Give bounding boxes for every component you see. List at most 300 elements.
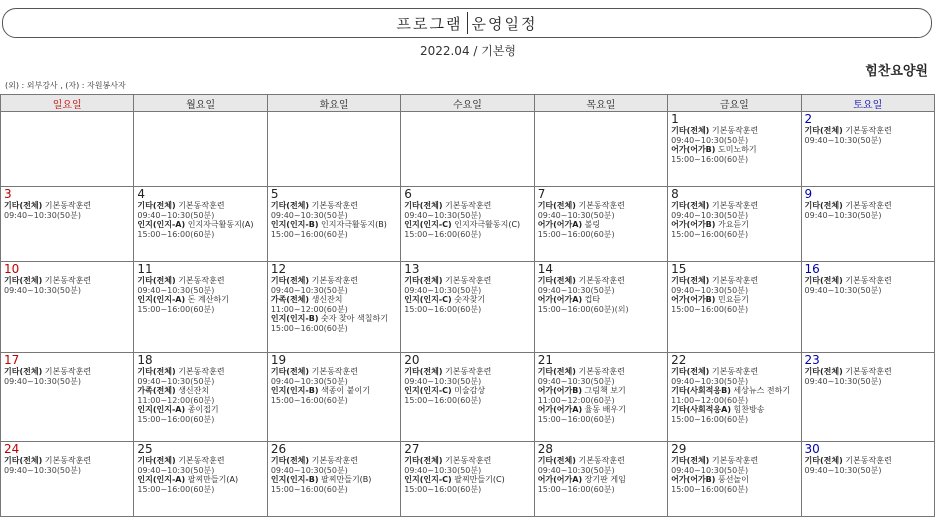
event-name: 기본동작훈련	[709, 126, 759, 135]
program-event	[671, 367, 797, 386]
event-category: 가족(전체)	[270, 295, 310, 304]
day-cell	[668, 442, 801, 517]
day-cell	[401, 442, 534, 517]
event-time: 15:00~16:00(60분)	[404, 229, 482, 239]
day-number: 11	[137, 262, 153, 276]
day-number: 21	[537, 353, 553, 367]
event-category: 기타(전체)	[4, 456, 43, 465]
program-event	[538, 295, 664, 314]
event-name: 기본동작훈련	[42, 367, 92, 376]
event-name: 미술감상	[451, 386, 486, 395]
day-number: 3	[4, 187, 12, 201]
event-category: 기타(전체)	[804, 201, 843, 210]
day-cell	[534, 112, 667, 187]
event-name: 기본동작훈련	[842, 276, 892, 285]
event-category: 기타(전체)	[270, 276, 310, 285]
event-name: 그림책 보기	[582, 386, 626, 395]
event-name: 기본동작훈련	[709, 201, 759, 210]
weekday-tue: 화요일	[267, 95, 400, 112]
event-name: 기본동작훈련	[575, 367, 625, 376]
week-row	[1, 442, 935, 517]
event-category: 기타(전체)	[671, 456, 710, 465]
event-time: 09:40~10:30(50분)	[804, 135, 882, 145]
program-event	[404, 201, 530, 220]
event-time: 09:40~10:30(50분)	[671, 285, 749, 295]
day-cell	[801, 442, 934, 517]
event-name: 기본동작훈련	[842, 201, 892, 210]
weekday-sun: 일요일	[1, 95, 134, 112]
event-time: 15:00~16:00(60분)	[671, 414, 749, 424]
event-category: 기타(사회적응B)	[671, 386, 731, 395]
program-event	[671, 386, 797, 405]
program-event	[137, 475, 263, 494]
event-time: 15:00~16:00(60분)	[137, 229, 215, 239]
event-category: 기타(전체)	[537, 456, 576, 465]
day-cell	[668, 353, 801, 442]
event-category: 기타(전체)	[804, 126, 843, 135]
day-cell	[534, 353, 667, 442]
day-number: 4	[137, 187, 146, 201]
event-time: 15:00~16:00(60분)	[137, 484, 215, 494]
event-category: 인지(인지-C)	[404, 220, 452, 229]
day-cell	[1, 353, 134, 442]
event-name: 기본동작훈련	[842, 367, 892, 376]
program-event	[404, 295, 530, 314]
event-name: 인지자극활동지(A)	[185, 220, 254, 229]
day-cell	[401, 112, 534, 187]
organization-name: 힘찬요양원	[865, 64, 928, 79]
event-category: 기타(전체)	[4, 276, 43, 285]
day-number: 25	[137, 442, 153, 456]
day-cell	[534, 262, 667, 353]
event-time: 09:40~10:30(50분)	[537, 465, 615, 475]
day-cell	[134, 262, 267, 353]
day-cell	[401, 187, 534, 262]
event-time: 15:00~16:00(60분)	[404, 484, 482, 494]
event-name: 풍선놀이	[715, 475, 749, 484]
event-time: 09:40~10:30(50분)	[804, 285, 882, 295]
program-event	[404, 220, 530, 239]
day-cell	[668, 112, 801, 187]
event-name: 민요듣기	[715, 295, 749, 304]
event-time: 09:40~10:30(50분)	[537, 376, 615, 386]
event-time: 15:00~16:00(60분)	[537, 229, 615, 239]
title-program: 프로그램	[396, 14, 463, 33]
event-category: 어가(어가B)	[537, 386, 583, 395]
program-event	[671, 126, 797, 145]
title-schedule: 운영일정	[471, 14, 538, 33]
event-name: 도미노하기	[715, 145, 757, 154]
event-name: 기본동작훈련	[42, 276, 92, 285]
event-name: 기본동작훈련	[309, 276, 358, 285]
event-name: 기본동작훈련	[575, 276, 625, 285]
weekday-fri: 금요일	[668, 95, 801, 112]
event-time: 15:00~16:00(60분)(외)	[537, 304, 629, 314]
day-cell	[267, 187, 400, 262]
program-event	[271, 456, 397, 475]
program-event	[137, 367, 263, 386]
program-event	[4, 201, 130, 220]
day-cell	[134, 442, 267, 517]
event-name: 돈 계산하기	[185, 295, 229, 304]
event-name: 기본동작훈련	[42, 201, 92, 210]
event-name: 기본동작훈련	[309, 201, 358, 210]
event-time: 09:40~10:30(50분)	[404, 465, 482, 475]
event-category: 어가(어가B)	[671, 475, 716, 484]
event-time: 11:00~12:00(60분)	[137, 395, 215, 405]
event-name: 기본동작훈련	[442, 276, 492, 285]
event-time: 09:40~10:30(50분)	[137, 376, 215, 386]
program-event	[805, 276, 931, 295]
event-category: 기타(전체)	[404, 201, 443, 210]
day-cell	[668, 187, 801, 262]
program-event	[805, 367, 931, 386]
period-label: 2022.04 / 기본형	[419, 44, 517, 58]
event-name: 기본동작훈련	[175, 456, 225, 465]
day-number: 7	[537, 187, 546, 201]
program-event	[671, 220, 797, 239]
day-number: 2	[804, 112, 813, 126]
event-name: 힘찬방송	[730, 405, 765, 414]
program-event	[271, 201, 397, 220]
event-time: 15:00~16:00(60분)	[671, 484, 749, 494]
event-name: 기본동작훈련	[175, 276, 225, 285]
event-time: 09:40~10:30(50분)	[671, 135, 749, 145]
day-cell	[134, 353, 267, 442]
program-event	[137, 405, 263, 424]
event-time: 09:40~10:30(50분)	[804, 210, 882, 220]
event-time: 15:00~16:00(60분)	[671, 229, 749, 239]
program-event	[671, 145, 797, 164]
event-name: 기본동작훈련	[709, 367, 759, 376]
event-time: 09:40~10:30(50분)	[4, 376, 81, 386]
event-category: 인지(인지-B)	[270, 386, 319, 395]
event-time: 11:00~12:00(60분)	[537, 395, 615, 405]
event-name: 기본동작훈련	[709, 456, 759, 465]
event-name: 세상뉴스 전하기	[730, 386, 791, 395]
event-name: 기본동작훈련	[175, 367, 225, 376]
event-time: 09:40~10:30(50분)	[270, 285, 348, 295]
program-event	[4, 276, 130, 295]
event-name: 기본동작훈련	[442, 201, 492, 210]
event-time: 09:40~10:30(50분)	[270, 376, 348, 386]
event-category: 인지(인지-A)	[137, 475, 186, 484]
weekday-thu: 목요일	[534, 95, 667, 112]
event-time: 15:00~16:00(60분)	[537, 484, 615, 494]
program-event	[137, 201, 263, 220]
program-event	[271, 314, 397, 333]
event-category: 기타(전체)	[537, 276, 576, 285]
day-number: 28	[537, 442, 553, 456]
day-number: 18	[137, 353, 153, 367]
title-divider	[467, 12, 468, 34]
event-category: 인지(인지-C)	[404, 295, 452, 304]
event-name: 숫자찾기	[451, 295, 486, 304]
day-cell	[401, 353, 534, 442]
event-category: 기타(전체)	[270, 456, 310, 465]
day-number: 22	[671, 353, 687, 367]
event-category: 기타(전체)	[4, 367, 43, 376]
event-name: 팔찌만들기(B)	[318, 475, 372, 484]
event-name: 종이접기	[185, 405, 219, 414]
program-event	[805, 201, 931, 220]
program-event	[671, 456, 797, 475]
event-name: 기본동작훈련	[842, 456, 892, 465]
event-time: 15:00~16:00(60분)	[137, 304, 215, 314]
event-time: 15:00~16:00(60분)	[671, 154, 749, 164]
program-event	[671, 295, 797, 314]
event-category: 기타(전체)	[671, 126, 710, 135]
event-name: 기본동작훈련	[309, 456, 358, 465]
day-cell	[1, 112, 134, 187]
event-time: 15:00~16:00(60분)	[404, 395, 482, 405]
day-number: 5	[270, 187, 279, 201]
event-category: 인지(인지-B)	[270, 220, 319, 229]
program-event	[271, 386, 397, 405]
event-time: 09:40~10:30(50분)	[270, 210, 348, 220]
event-category: 인지(인지-A)	[137, 220, 186, 229]
event-time: 09:40~10:30(50분)	[804, 465, 882, 475]
program-event	[137, 456, 263, 475]
event-category: 가족(전체)	[137, 386, 176, 395]
day-cell	[801, 187, 934, 262]
event-time: 09:40~10:30(50분)	[671, 210, 749, 220]
day-number: 9	[804, 187, 813, 201]
day-number: 6	[404, 187, 412, 201]
program-event	[404, 386, 530, 405]
event-category: 기타(전체)	[137, 276, 176, 285]
event-category: 기타(전체)	[671, 201, 710, 210]
day-cell	[134, 187, 267, 262]
event-time: 09:40~10:30(50분)	[537, 285, 615, 295]
program-event	[538, 475, 664, 494]
day-number: 26	[270, 442, 287, 456]
day-cell	[267, 353, 400, 442]
title-banner	[2, 8, 932, 38]
event-category: 어가(어가B)	[671, 295, 716, 304]
weekday-mon: 월요일	[134, 95, 267, 112]
event-name: 생신잔치	[175, 386, 210, 395]
program-event	[404, 367, 530, 386]
day-number: 14	[537, 262, 553, 276]
event-time: 09:40~10:30(50분)	[4, 465, 81, 475]
day-number: 16	[804, 262, 820, 276]
program-event	[137, 220, 263, 239]
event-category: 인지(인지-B)	[270, 314, 319, 323]
event-category: 기타(사회적응A)	[671, 405, 731, 414]
program-event	[404, 456, 530, 475]
day-cell	[267, 112, 400, 187]
event-category: 어가(어가B)	[671, 220, 716, 229]
program-event	[805, 126, 931, 145]
program-event	[538, 386, 664, 405]
event-time: 09:40~10:30(50분)	[404, 210, 482, 220]
event-category: 기타(전체)	[137, 367, 176, 376]
day-number: 19	[270, 353, 287, 367]
day-cell	[801, 262, 934, 353]
event-category: 어가(어가A)	[537, 295, 583, 304]
event-name: 팔찌만들기(A)	[185, 475, 239, 484]
calendar-table	[0, 94, 935, 517]
event-time: 15:00~16:00(60분)	[270, 484, 348, 494]
event-time: 09:40~10:30(50분)	[4, 285, 81, 295]
day-cell	[1, 187, 134, 262]
day-number: 15	[671, 262, 687, 276]
event-category: 어가(어가A)	[537, 220, 583, 229]
event-name: 기본동작훈련	[442, 456, 492, 465]
day-number: 24	[4, 442, 20, 456]
day-number: 23	[804, 353, 820, 367]
day-cell	[267, 442, 400, 517]
day-number: 27	[404, 442, 420, 456]
program-event	[538, 220, 664, 239]
event-name: 색종이 붙이기	[318, 386, 370, 395]
event-time: 09:40~10:30(50분)	[137, 285, 215, 295]
program-event	[271, 220, 397, 239]
day-cell	[668, 262, 801, 353]
event-category: 어가(어가A)	[537, 405, 583, 414]
event-time: 09:40~10:30(50분)	[270, 465, 348, 475]
day-number: 8	[671, 187, 679, 201]
program-event	[4, 456, 130, 475]
event-name: 기본동작훈련	[442, 367, 492, 376]
legend-note: (외) : 외부강사 , (자) : 자원봉사자	[5, 81, 126, 90]
event-time: 09:40~10:30(50분)	[671, 465, 749, 475]
event-time: 09:40~10:30(50분)	[404, 376, 482, 386]
day-cell	[134, 112, 267, 187]
day-number: 10	[4, 262, 20, 276]
event-name: 기본동작훈련	[175, 201, 225, 210]
event-category: 기타(전체)	[4, 201, 43, 210]
event-category: 기타(전체)	[137, 201, 176, 210]
event-category: 기타(전체)	[537, 367, 576, 376]
program-event	[271, 475, 397, 494]
program-event	[538, 276, 664, 295]
event-name: 기본동작훈련	[709, 276, 759, 285]
week-row	[1, 353, 935, 442]
day-number: 17	[4, 353, 20, 367]
program-event	[137, 276, 263, 295]
day-number: 30	[804, 442, 820, 456]
event-name: 율동 배우기	[582, 405, 626, 414]
program-event	[538, 456, 664, 475]
week-row	[1, 187, 935, 262]
week-row	[1, 112, 935, 187]
event-time: 15:00~16:00(60분)	[404, 304, 482, 314]
day-cell	[534, 187, 667, 262]
event-category: 기타(전체)	[270, 367, 310, 376]
event-time: 09:40~10:30(50분)	[137, 210, 215, 220]
weekday-sat: 토요일	[801, 95, 934, 112]
event-category: 기타(전체)	[404, 367, 443, 376]
day-number: 1	[671, 112, 679, 126]
event-time: 15:00~16:00(60분)	[270, 395, 348, 405]
event-name: 인지자극활동지(B)	[318, 220, 387, 229]
event-time: 15:00~16:00(60분)	[270, 229, 348, 239]
event-name: 볼링	[582, 220, 601, 229]
event-category: 기타(전체)	[404, 276, 443, 285]
event-time: 09:40~10:30(50분)	[404, 285, 482, 295]
day-number: 13	[404, 262, 420, 276]
event-category: 기타(전체)	[804, 456, 843, 465]
program-event	[404, 276, 530, 295]
day-cell	[401, 262, 534, 353]
event-category: 기타(전체)	[804, 276, 843, 285]
event-name: 기본동작훈련	[42, 456, 92, 465]
event-category: 기타(전체)	[404, 456, 443, 465]
program-event	[671, 201, 797, 220]
event-category: 인지(인지-B)	[270, 475, 319, 484]
program-event	[538, 201, 664, 220]
event-name: 기본동작훈련	[575, 201, 625, 210]
program-event	[671, 405, 797, 424]
program-event	[538, 367, 664, 386]
event-name: 생신잔치	[309, 295, 343, 304]
day-number: 29	[671, 442, 687, 456]
event-time: 09:40~10:30(50분)	[137, 465, 215, 475]
event-name: 장기판 게임	[582, 475, 626, 484]
event-name: 컵타	[582, 295, 601, 304]
event-category: 기타(전체)	[671, 367, 710, 376]
event-time: 09:40~10:30(50분)	[671, 376, 749, 386]
program-event	[805, 456, 931, 475]
weekday-wed: 수요일	[401, 95, 534, 112]
event-time: 15:00~16:00(60분)	[137, 414, 215, 424]
week-row	[1, 262, 935, 353]
weekday-header-row	[1, 95, 935, 112]
event-name: 팔찌만들기(C)	[451, 475, 505, 484]
event-category: 인지(인지-A)	[137, 405, 186, 414]
day-cell	[801, 112, 934, 187]
program-event	[671, 475, 797, 494]
program-event	[137, 386, 263, 405]
program-event	[271, 367, 397, 386]
event-time: 09:40~10:30(50분)	[537, 210, 615, 220]
event-category: 인지(인지-A)	[137, 295, 186, 304]
event-time: 11:00~12:00(60분)	[671, 395, 749, 405]
event-time: 15:00~16:00(60분)	[671, 304, 749, 314]
event-name: 가요듣기	[715, 220, 749, 229]
event-category: 기타(전체)	[137, 456, 176, 465]
event-category: 기타(전체)	[804, 367, 843, 376]
program-event	[4, 367, 130, 386]
event-name: 숫자 찾아 색칠하기	[318, 314, 388, 323]
day-cell	[1, 262, 134, 353]
day-cell	[267, 262, 400, 353]
event-name: 기본동작훈련	[309, 367, 358, 376]
event-name: 기본동작훈련	[575, 456, 625, 465]
event-category: 어가(어가A)	[537, 475, 583, 484]
event-name: 기본동작훈련	[842, 126, 892, 135]
event-time: 11:00~12:00(60분)	[270, 304, 348, 314]
event-time: 15:00~16:00(60분)	[270, 323, 348, 333]
day-number: 20	[404, 353, 420, 367]
day-cell	[1, 442, 134, 517]
day-cell	[534, 442, 667, 517]
day-cell	[801, 353, 934, 442]
program-event	[271, 295, 397, 314]
program-event	[137, 295, 263, 314]
program-event	[271, 276, 397, 295]
event-time: 09:40~10:30(50분)	[4, 210, 81, 220]
day-number: 12	[270, 262, 287, 276]
program-event	[538, 405, 664, 424]
event-category: 기타(전체)	[671, 276, 710, 285]
event-category: 인지(인지-C)	[404, 475, 452, 484]
event-category: 기타(전체)	[537, 201, 576, 210]
event-category: 인지(인지-C)	[404, 386, 452, 395]
program-event	[671, 276, 797, 295]
